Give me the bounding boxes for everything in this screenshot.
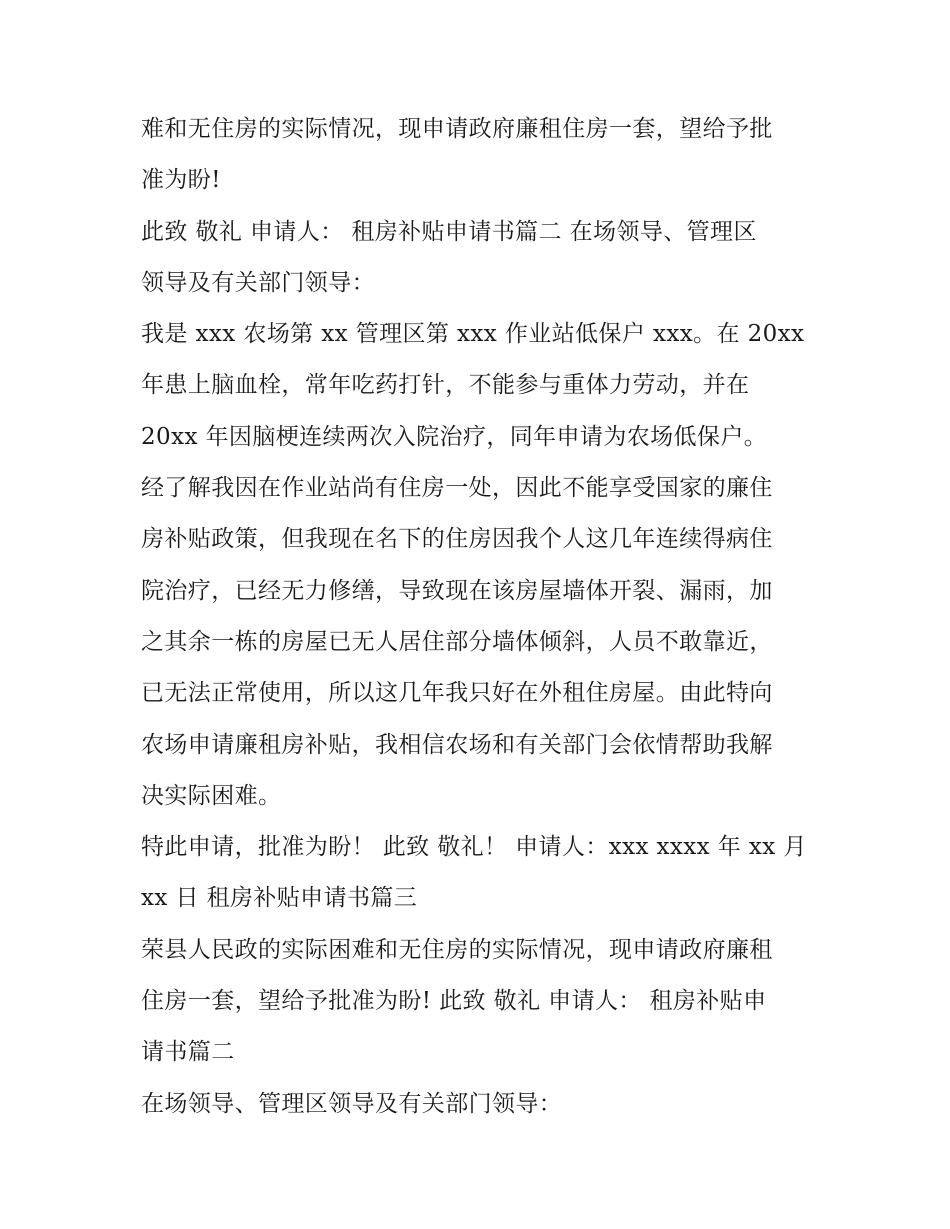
text-line: 20xx 年因脑梗连续两次入院治疗，同年申请为农场低保户。 [141,423,768,450]
text-line: 请书篇二 [141,1039,235,1066]
text-line: 住房一套，望给予批准为盼! 此致 敬礼 申请人： 租房补贴申 [141,988,767,1015]
text-line: 荣县人民政的实际困难和无住房的实际情况，现申请政府廉租 [141,936,773,963]
text-line: 特此申请，批准为盼！ 此致 敬礼！ 申请人：xxx xxxx 年 xx 月 [141,834,807,861]
document-body [141,104,821,1130]
text-line: 在场领导、管理区领导及有关部门领导： [141,1090,563,1117]
text-line: 此致 敬礼 申请人： 租房补贴申请书篇二 在场领导、管理区 [141,218,757,245]
text-line: 房补贴政策，但我现在名下的住房因我个人这几年连续得病住 [141,526,773,553]
text-line: 农场申请廉租房补贴，我相信农场和有关部门会依情帮助我解 [141,731,773,758]
text-line: 准为盼! [141,167,221,194]
text-line: 经了解我因在作业站尚有住房一处，因此不能享受国家的廉住 [141,475,773,502]
text-line: 院治疗，已经无力修缮，导致现在该房屋墙体开裂、漏雨，加 [141,577,773,604]
text-line: 已无法正常使用，所以这几年我只好在外租住房屋。由此特向 [141,680,773,707]
text-line: xx 日 租房补贴申请书篇三 [141,885,418,912]
text-line: 之其余一栋的房屋已无人居住部分墙体倾斜，人员不敢靠近， [141,628,773,655]
text-line: 年患上脑血栓，常年吃药打针，不能参与重体力劳动，并在 [141,372,750,399]
text-line: 领导及有关部门领导： [141,269,375,296]
text-line: 难和无住房的实际情况，现申请政府廉租住房一套，望给予批 [141,116,773,142]
text-line: 决实际困难。 [141,782,282,809]
text-line: 我是 xxx 农场第 xx 管理区第 xxx 作业站低保户 xxx。在 20xx [141,321,805,348]
